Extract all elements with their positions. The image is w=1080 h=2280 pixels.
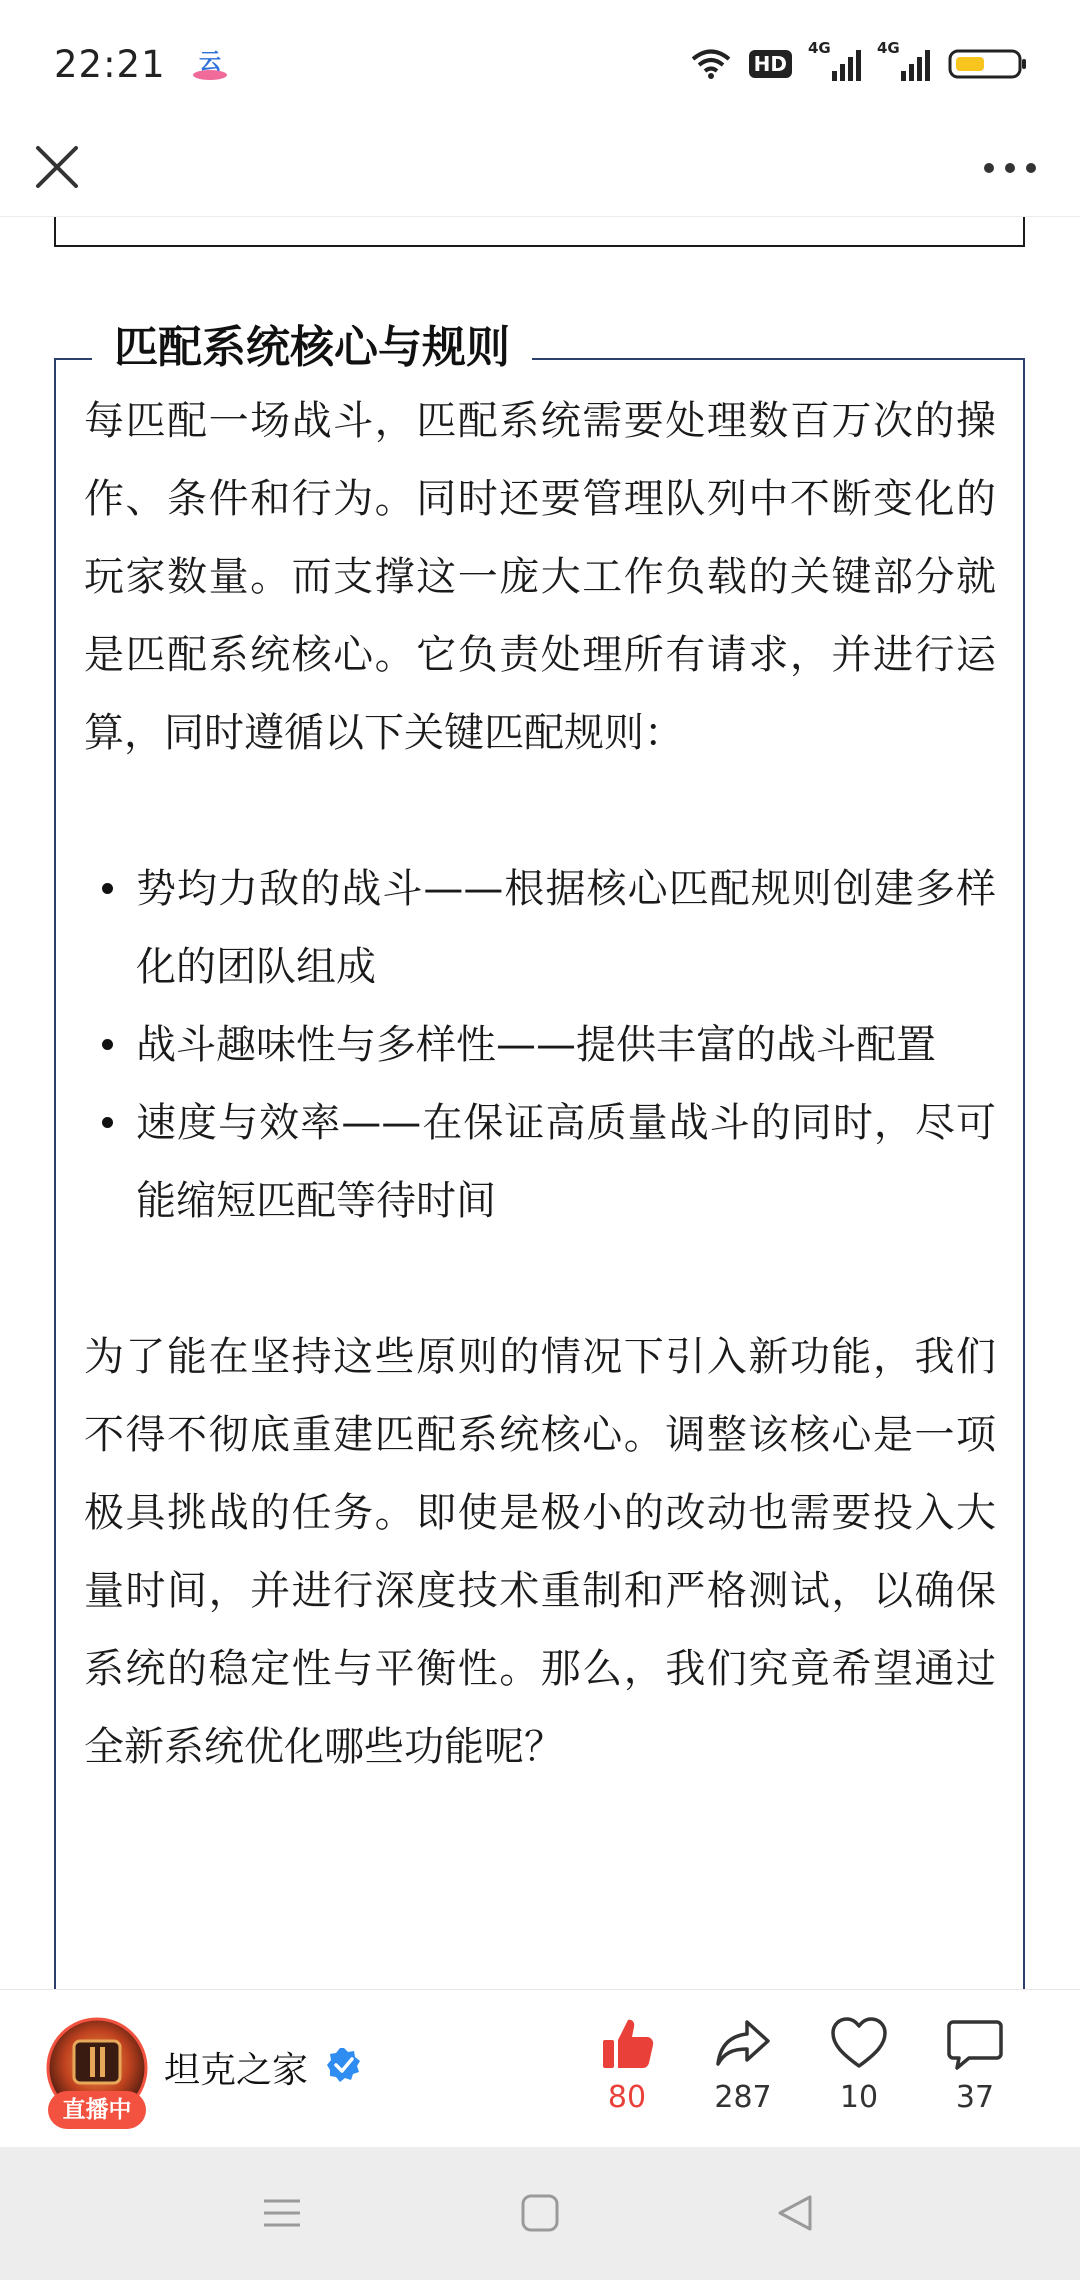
comment-count: 37	[955, 2080, 995, 2115]
article-content[interactable]	[0, 217, 1080, 1989]
share-button[interactable]	[688, 2014, 798, 2115]
battery-icon	[948, 48, 1028, 80]
status-bar	[0, 0, 1080, 128]
previous-section-box	[54, 217, 1025, 247]
app-notification-icon	[190, 44, 230, 84]
signal-label-2: 4G	[877, 39, 900, 57]
section-body	[84, 382, 996, 1786]
status-right	[691, 39, 1028, 81]
comment-button[interactable]	[920, 2014, 1030, 2115]
back-icon[interactable]	[774, 2191, 818, 2235]
like-count: 80	[607, 2080, 647, 2115]
spacer	[84, 772, 996, 850]
wifi-icon	[691, 48, 731, 80]
share-icon	[713, 2014, 773, 2074]
like-icon	[597, 2014, 657, 2074]
section-title: 匹配系统核心与规则	[92, 317, 532, 379]
share-count: 287	[714, 2080, 772, 2115]
author-name[interactable]: 坦克之家	[164, 2050, 309, 2091]
svg-text:云: 云	[198, 50, 221, 75]
top-nav	[0, 128, 1080, 217]
verified-icon	[326, 2047, 362, 2083]
spacer	[84, 1240, 996, 1318]
rules-list	[84, 850, 996, 1240]
system-nav-bar	[0, 2147, 1080, 2280]
paragraph-2: 为了能在坚持这些原则的情况下引入新功能，我们不得不彻底重建匹配系统核心。调整该核心是一项极具挑战的任务。即使是极小的改动也需要投入大量时间，并进行深度技术重制和严格测试，以确保系统的稳定性与平衡性。那么，我们究竟希望通过全新系统优化哪些功能呢？	[84, 1334, 996, 1770]
hd-icon: HD	[749, 50, 792, 78]
signal-4g-icon-2	[877, 39, 930, 81]
list-item: 势均力敌的战斗——根据核心匹配规则创建多样化的团队组成	[84, 850, 996, 1006]
status-left	[54, 43, 230, 86]
paragraph-1: 每匹配一场战斗，匹配系统需要处理数百万次的操作、条件和行为。同时还要管理队列中不断变化的玩家数量。而支撑这一庞大工作负载的关键部分就是匹配系统核心。它负责处理所有请求，并进行运算，同时遵循以下关键匹配规则：	[84, 398, 996, 756]
live-badge: 直播中	[48, 2091, 146, 2129]
home-icon[interactable]	[518, 2191, 562, 2235]
favorite-button[interactable]	[804, 2014, 914, 2115]
list-item: 战斗趣味性与多样性——提供丰富的战斗配置	[84, 1006, 996, 1084]
like-button[interactable]	[572, 2014, 682, 2115]
bottom-action-bar	[0, 1989, 1080, 2148]
signal-label: 4G	[808, 39, 831, 57]
favorite-count: 10	[839, 2080, 879, 2115]
signal-4g-icon	[808, 39, 861, 81]
close-icon[interactable]	[28, 138, 86, 196]
list-item: 速度与效率——在保证高质量战斗的同时，尽可能缩短匹配等待时间	[84, 1084, 996, 1240]
more-icon[interactable]	[980, 148, 1040, 188]
heart-icon	[829, 2014, 889, 2074]
status-time: 22:21	[54, 42, 166, 86]
comment-icon	[945, 2014, 1005, 2074]
menu-icon[interactable]	[260, 2191, 304, 2235]
